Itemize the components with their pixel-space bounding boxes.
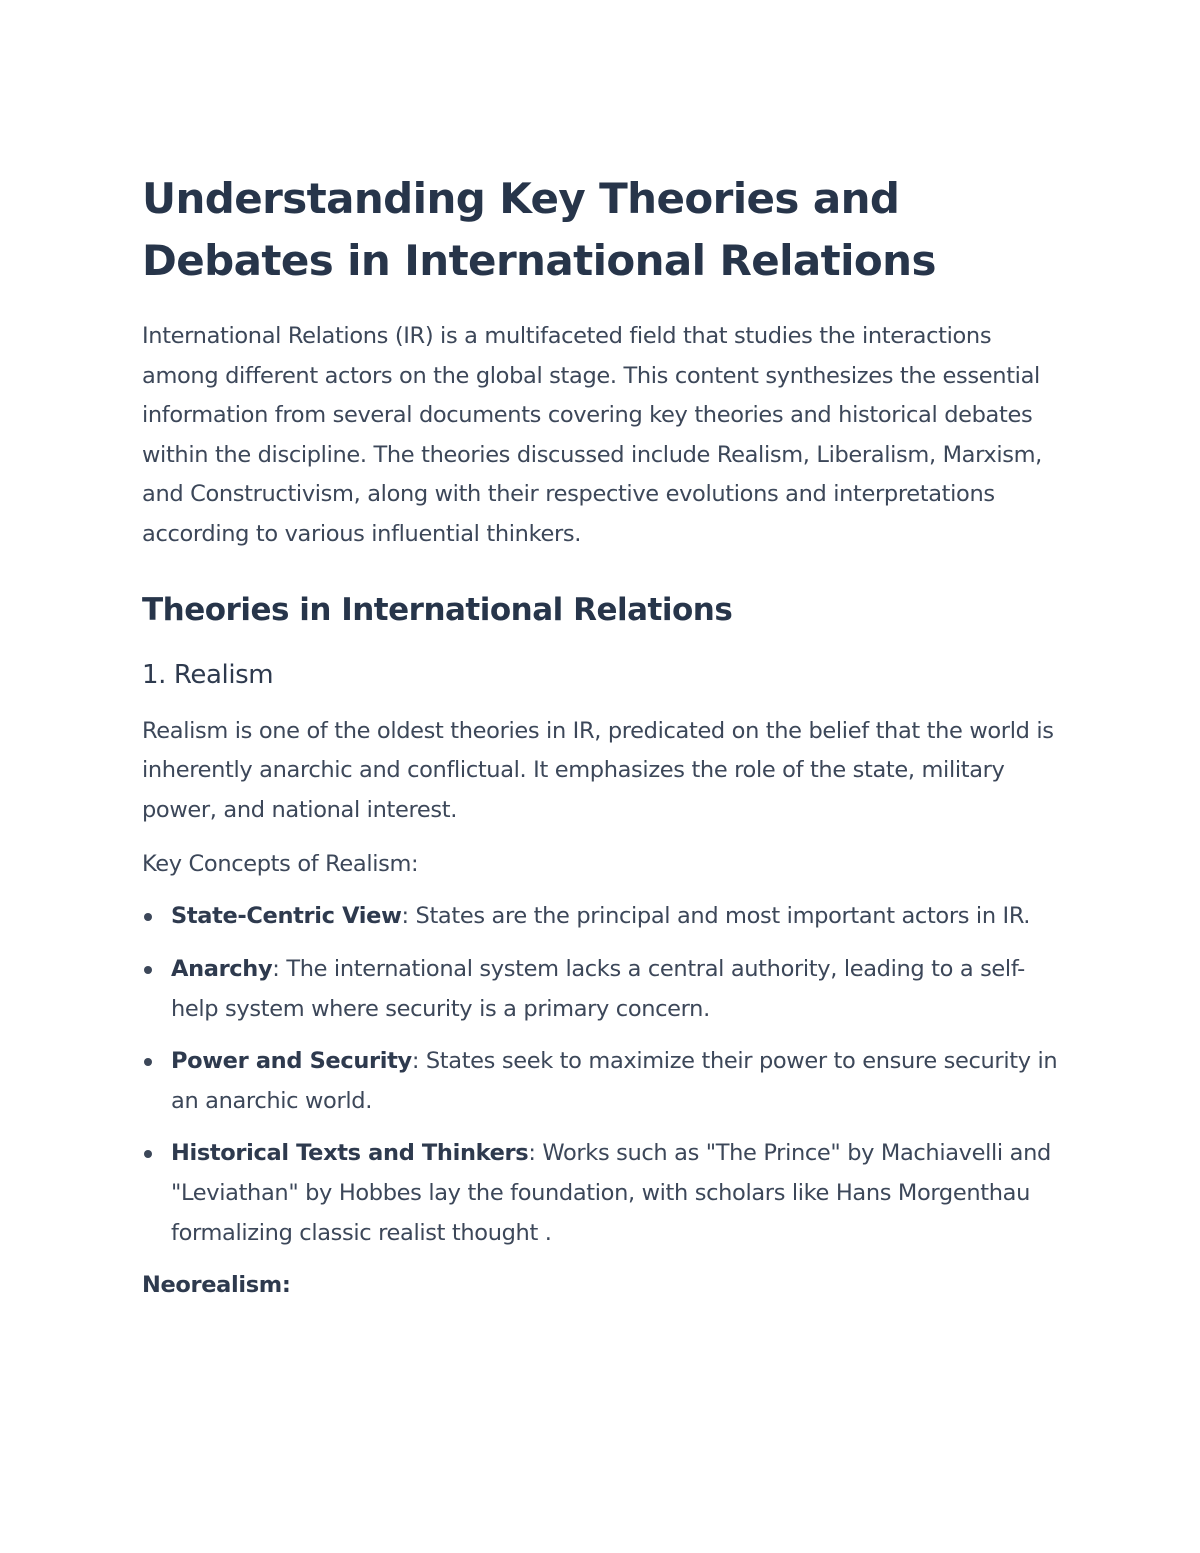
concept-text: : States seek to maximize their power to ensure security in an anarchic world. [171, 1048, 1058, 1114]
list-item [142, 897, 1062, 937]
concept-text: : States are the principal and most important actors in IR. [401, 903, 1031, 930]
concept-term: Power and Security [171, 1048, 412, 1075]
concept-term: Anarchy [171, 955, 273, 982]
concept-term: State-Centric View [171, 903, 402, 930]
list-item [142, 1042, 1062, 1121]
concept-text: : The international system lacks a central authority, leading to a self-help system where security is a primary concern. [171, 955, 1025, 1022]
document-title: Understanding Key Theories and Debates in International Relations [142, 174, 936, 285]
document-page [142, 168, 1062, 1304]
intro-paragraph: International Relations (IR) is a multifaceted field that studies the interactions among different actors on the global stage. This content synthesizes the essential information from several documents covering key theories and historical debates within the discipline. The theories discussed include Realism, Liberalism, Marxism, and Constructivism, along with their respective evolutions and interpretations according to various influential thinkers. [142, 323, 1042, 547]
key-concepts-label: Key Concepts of Realism: [142, 851, 419, 878]
list-item [142, 1134, 1062, 1253]
realism-heading: 1. Realism [142, 659, 274, 690]
key-concepts-list [142, 897, 1062, 1253]
bullet-icon [144, 966, 152, 974]
section-heading: Theories in International Relations [142, 591, 733, 628]
realism-description: Realism is one of the oldest theories in IR, predicated on the belief that the world is inherently anarchic and conflictual. It emphasizes the role of the state, military power, and national interest. [142, 717, 1054, 823]
concept-term: Historical Texts and Thinkers [171, 1140, 529, 1167]
bullet-icon [144, 1150, 152, 1158]
neorealism-label: Neorealism: [142, 1272, 291, 1299]
list-item [142, 950, 1062, 1029]
bullet-icon [144, 1058, 152, 1066]
bullet-icon [144, 913, 152, 921]
concept-text: : Works such as "The Prince" by Machiavelli and "Leviathan" by Hobbes lay the foundation, with scholars like Hans Morgenthau formalizing classic realist thought . [171, 1140, 1051, 1246]
